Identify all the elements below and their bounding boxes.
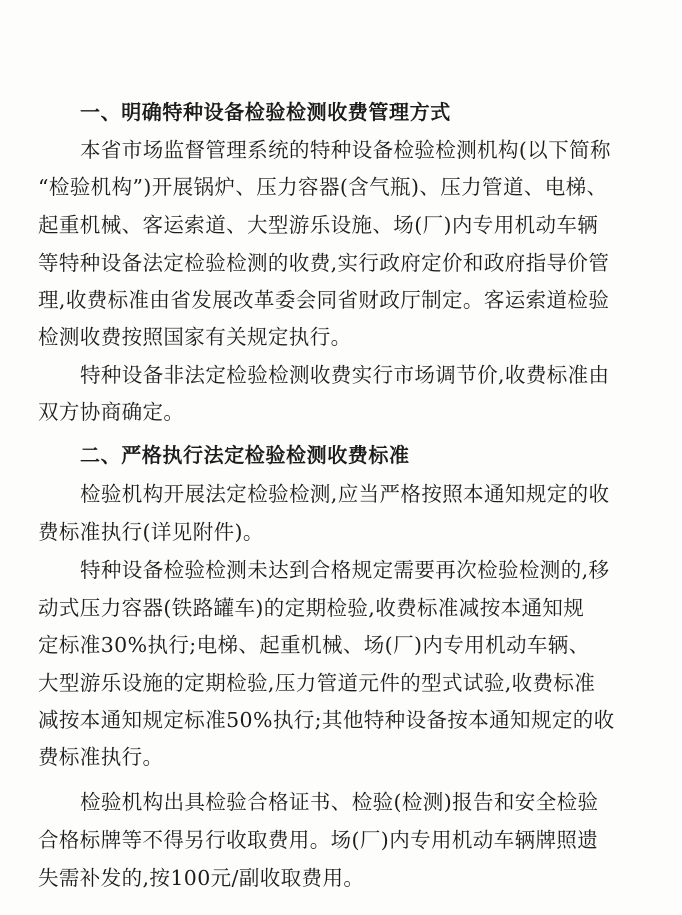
section-1-para-1-line-6: 检测收费按照国家有关规定执行。 xyxy=(38,325,352,349)
section-1-para-2-line-2: 双方协商确定。 xyxy=(38,400,185,424)
section-2-para-2-line-5: 减按本通知规定标准50%执行;其他特种设备按本通知规定的收 xyxy=(38,708,615,732)
section-2-para-2-line-1: 特种设备检验检测未达到合格规定需要再次检验检测的,移 xyxy=(80,558,610,582)
section-1-heading: 一、明确特种设备检验检测收费管理方式 xyxy=(80,100,451,124)
section-2-para-2-line-3: 定标准30%执行;电梯、起重机械、场(厂)内专用机动车辆、 xyxy=(38,633,590,657)
section-2-heading: 二、严格执行法定检验检测收费标准 xyxy=(80,443,410,467)
section-2-para-3-line-2: 合格标牌等不得另行收取费用。场(厂)内专用机动车辆牌照遗 xyxy=(38,828,599,852)
section-2-para-2-line-2: 动式压力容器(铁路罐车)的定期检验,收费标准减按本通知规 xyxy=(38,596,585,620)
section-1-para-1-line-1: 本省市场监督管理系统的特种设备检验检测机构(以下简称 xyxy=(80,138,611,162)
section-2-para-1-line-1: 检验机构开展法定检验检测,应当严格按照本通知规定的收 xyxy=(80,482,610,506)
section-1-para-1-line-3: 起重机械、客运索道、大型游乐设施、场(厂)内专用机动车辆 xyxy=(38,213,599,237)
section-2-para-2-line-6: 费标准执行。 xyxy=(38,745,164,769)
section-1-para-1-line-2: “检验机构”)开展锅炉、压力容器(含气瓶)、压力管道、电梯、 xyxy=(38,175,608,199)
section-1-para-2-line-1: 特种设备非法定检验检测收费实行市场调节价,收费标准由 xyxy=(80,363,610,387)
section-1-para-1-line-5: 理,收费标准由省发展改革委会同省财政厅制定。客运索道检验 xyxy=(38,288,610,312)
section-2-para-3-line-1: 检验机构出具检验合格证书、检验(检测)报告和安全检验 xyxy=(80,790,599,814)
section-2-para-3-line-3: 失需补发的,按100元/副收取费用。 xyxy=(38,866,365,890)
section-1-para-1-line-4: 等特种设备法定检验检测的收费,实行政府定价和政府指导价管 xyxy=(38,251,610,275)
section-2-para-2-line-4: 大型游乐设施的定期检验,压力管道元件的型式试验,收费标准 xyxy=(38,671,596,695)
section-2-para-1-line-2: 费标准执行(详见附件)。 xyxy=(38,520,264,544)
